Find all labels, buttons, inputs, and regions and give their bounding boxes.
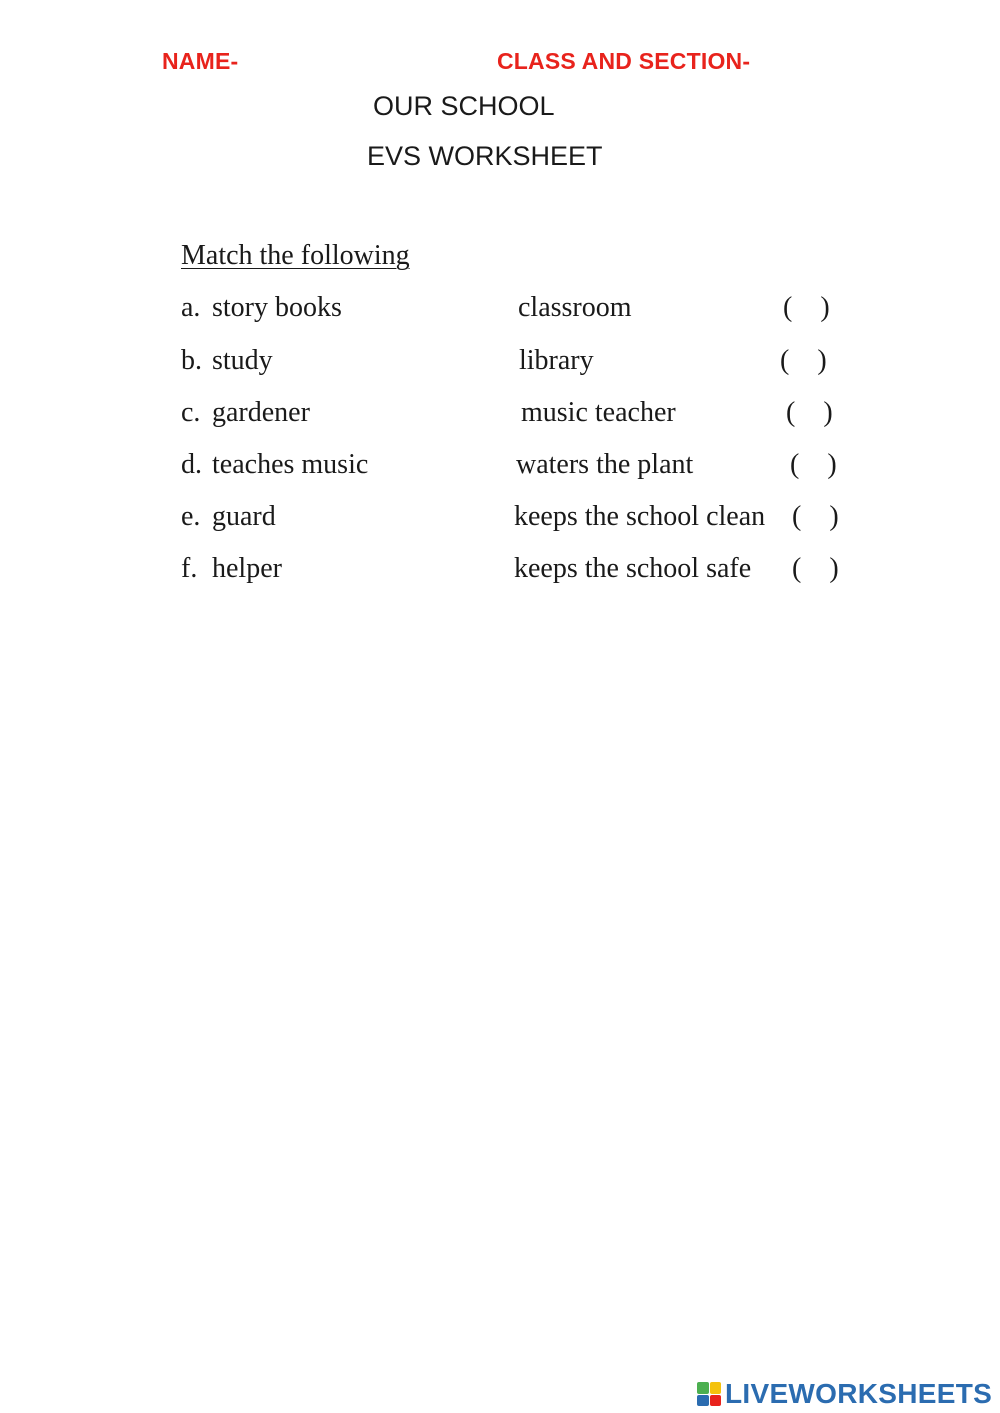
item-letter: b. (181, 345, 202, 376)
item-letter: c. (181, 397, 201, 428)
match-row (0, 501, 1000, 537)
class-section-label: CLASS AND SECTION- (497, 48, 751, 74)
liveworksheets-footer (697, 1378, 992, 1410)
answer-blank[interactable]: ( ) (783, 292, 830, 323)
instruction-heading: Match the following (181, 240, 410, 271)
answer-blank[interactable]: ( ) (786, 397, 833, 428)
left-column-item: helper (212, 553, 282, 584)
right-column-item: music teacher (521, 397, 676, 428)
item-letter: a. (181, 292, 201, 323)
right-column-item: classroom (518, 292, 632, 323)
name-label: NAME- (162, 48, 239, 74)
left-column-item: study (212, 345, 273, 376)
right-column-item: library (519, 345, 594, 376)
worksheet-title: OUR SCHOOL (373, 91, 555, 121)
left-column-item: guard (212, 501, 276, 532)
answer-blank[interactable]: ( ) (790, 449, 837, 480)
liveworksheets-brand: LIVEWORKSHEETS (725, 1378, 993, 1409)
left-column-item: teaches music (212, 449, 369, 480)
right-column-item: waters the plant (516, 449, 694, 480)
item-letter: d. (181, 449, 202, 480)
answer-blank[interactable]: ( ) (792, 501, 839, 532)
match-row (0, 449, 1000, 485)
left-column-item: gardener (212, 397, 310, 428)
liveworksheets-logo-icon (697, 1382, 721, 1406)
match-row (0, 397, 1000, 433)
answer-blank[interactable]: ( ) (780, 345, 827, 376)
match-row (0, 292, 1000, 328)
right-column-item: keeps the school clean (514, 501, 766, 532)
right-column-item: keeps the school safe (514, 553, 752, 584)
match-row (0, 553, 1000, 589)
item-letter: f. (181, 553, 198, 584)
worksheet-subtitle: EVS WORKSHEET (367, 141, 603, 171)
item-letter: e. (181, 501, 201, 532)
match-row (0, 345, 1000, 381)
answer-blank[interactable]: ( ) (792, 553, 839, 584)
left-column-item: story books (212, 292, 342, 323)
